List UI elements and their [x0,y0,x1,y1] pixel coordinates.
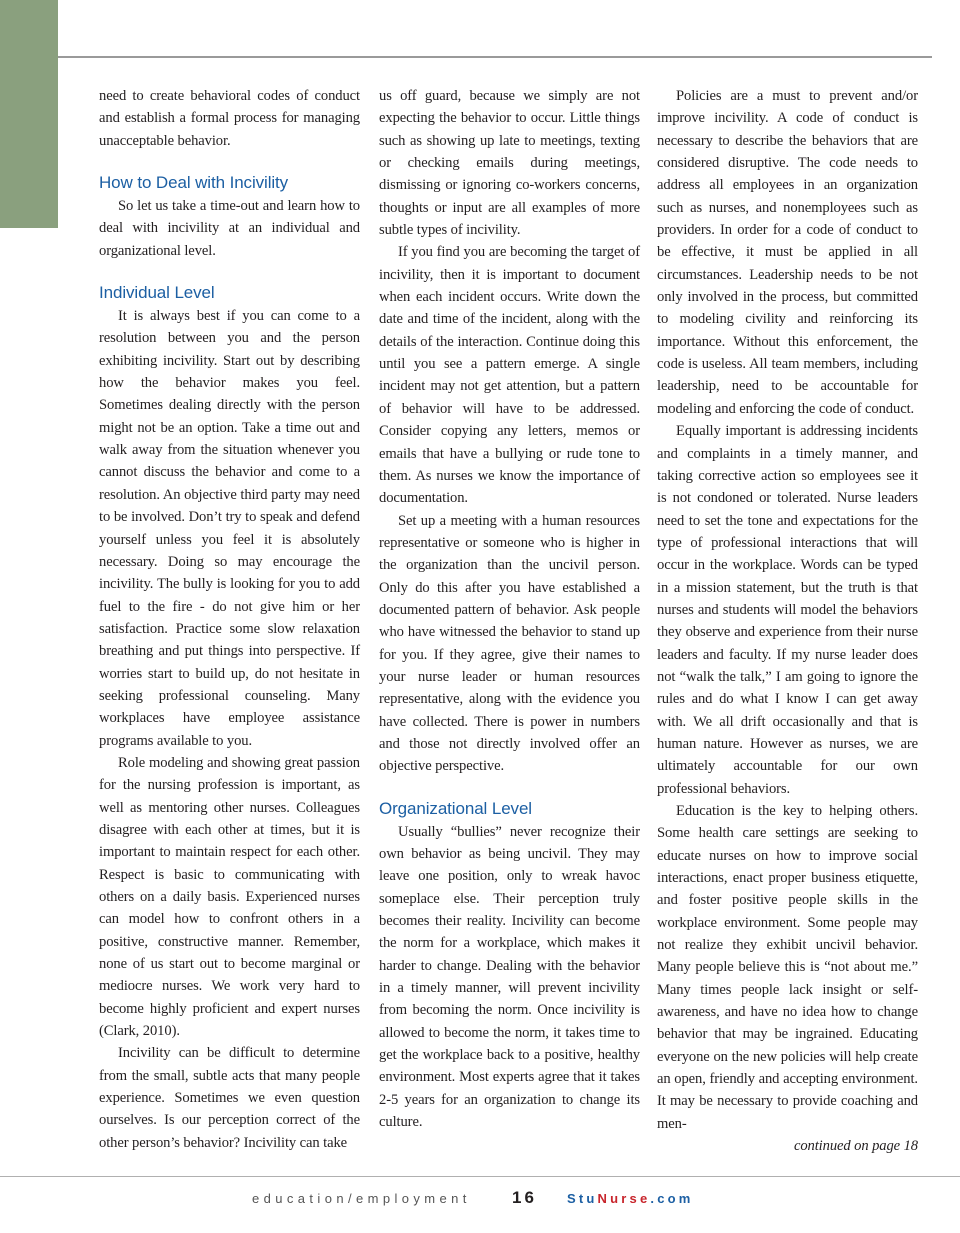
footer-section-label: education/employment [252,1191,471,1206]
paragraph: If you find you are becoming the target of incivility, then it is important to document when each incident occurs. Write down the date and time of the incident, along with the details of the interaction. Continue doing this until you see a pattern emerge. A single incident may not get attention, but a pattern of behavior will have to be addressed. Consider copying any letters, memos or emails that have a bullying or rude tone to them. As nurses we know the importance of documentation. [379,244,640,507]
paragraph: So let us take a time-out and learn how to deal with incivility at an individual and organizational level. [99,198,360,259]
brand-com: .com [650,1191,694,1206]
page-number: 16 [512,1188,537,1207]
section-heading-organizational-level: Organizational Level [379,798,532,818]
footer-divider [0,1176,960,1177]
paragraph: Policies are a must to prevent and/or improve incivility. A code of conduct is necessary to describe the behaviors that are considered disruptive. The code needs to address all employees in an organization such as nurses, and nonemployees such as providers. In order for a code of conduct to be effective, it must be applied in all circumstances. Leadership needs to be not only involved in the process, but committed to modeling civility and reinforcing its importance. Without this enforcement, the code is useless. All team members, including leadership, need to be accountable for modeling and enforcing the code of conduct. [657,88,918,417]
paragraph: Education is the key to helping others. Some health care settings are seeking to educate nurses on how to improve social interactions, enact proper business etiquette, and foster positive people skills in the workplace environment. Some people may not realize they exhibit uncivil behavior. Many people believe this is “not about me.” Many times people lack insight or self-awareness, and have no idea how to change behavior that may be ingrained. Educating everyone on the new policies will help create an open, friendly and accepting environment. It may be necessary to provide coaching and men- [657,803,918,1132]
paragraph: Usually “bullies” never recognize their own behavior as being uncivil. They may leave one position, only to wreak havoc someplace else. Their perception truly becomes their reality. Incivility can become the norm for a workplace, which makes it harder to change. Dealing with the behavior in a timely manner, will prevent incivility from becoming the norm. Once incivility is allowed to become the norm, it takes time to get the workplace back to a positive, healthy environment. Most experts agree that it takes 2-5 years for an organization to change its culture. [379,823,640,1131]
section-heading-individual-level: Individual Level [99,283,215,303]
paragraph: us off guard, because we simply are not expecting the behavior to occur. Little things such as showing up late to meetings, texting or checking emails during meetings, dismissing or ignoring co-workers concerns, thoughts or input are all examples of more subtle types of incivility. [379,88,640,239]
paragraph: need to create behavioral codes of conduct and establish a formal process for managing unacceptable behavior. [99,88,360,149]
brand-stu: Stu [567,1191,598,1206]
section-heading-deal-with-incivility: How to Deal with Incivility [99,173,289,193]
top-divider [58,56,932,58]
article-column-2 [379,85,640,1133]
paragraph: Role modeling and showing great passion for the nursing profession is important, as well as mentoring other nurses. Colleagues disagree with each other at times, but it is important to maintain respect for each other. Respect is basic to communicating with others on a daily basis. Experienced nurses can model how to confront others in a positive, constructive manner. Remember, none of us start out to become marginal or mediocre nurses. We work very hard to become highly proficient and expert nurses (Clark, 2010). [99,754,360,1040]
paragraph: Incivility can be difficult to determine from the small, subtle acts that many people experience. Sometimes we even question ourselves. Is our perception correct of the other person’s behavior? Incivility can take [99,1045,360,1151]
article-column-3 [657,85,918,1158]
paragraph: Set up a meeting with a human resources representative or someone who is higher in the organization than the uncivil person. Only do this after you have established a documented pattern of behavior. Ask people who have witnessed the behavior to stand up for you. If they agree, give their names to your nurse leader or human resources representative, along with the evidence you have collected. There is power in numbers and those not directly involved offer an objective perspective. [379,512,640,775]
article-column-1 [99,85,360,1154]
decorative-side-bar [0,0,58,228]
continued-note: continued on page 18 [793,1138,918,1155]
paragraph: It is always best if you can come to a resolution between you and the person exhibiting incivility. Start out by describing how the behavior makes you feel. Sometimes dealing directly with the person might not be an option. Take a time out and walk away from the situation whenever you cannot discuss the behavior and come to a resolution. An objective third party may need to be involved. Don’t try to speak and defend yourself unless you feel it is absolutely necessary. Doing so may encourage the incivility. The bully is looking for you to add fuel to the fire - do not give him or her satisfaction. Practice some slow relaxation breathing and put things into perspective. If worries start to build up, do not hesitate in seeking professional counseling. Many workplaces have employee assistance programs available to you. [99,308,360,749]
brand-logo [567,1191,694,1206]
paragraph: Equally important is addressing incidents and complaints in a timely manner, and taking corrective action so employees see it is not condoned or tolerated. Nurse leaders need to set the tone and expectations for the type of professional interactions that will occur in the workplace. Words can be typed in a mission statement, but the truth is that nurses and students will model the behaviors they observe and experience from their nurse leaders and faculty. If my nurse leader does not “walk the talk,” I am going to ignore the rules and do what I know I can get away with. We all drift occasionally and that is human nature. However as nurses, we are ultimately accountable for our own professional behaviors. [657,423,918,797]
brand-nurse: Nurse [597,1191,651,1206]
